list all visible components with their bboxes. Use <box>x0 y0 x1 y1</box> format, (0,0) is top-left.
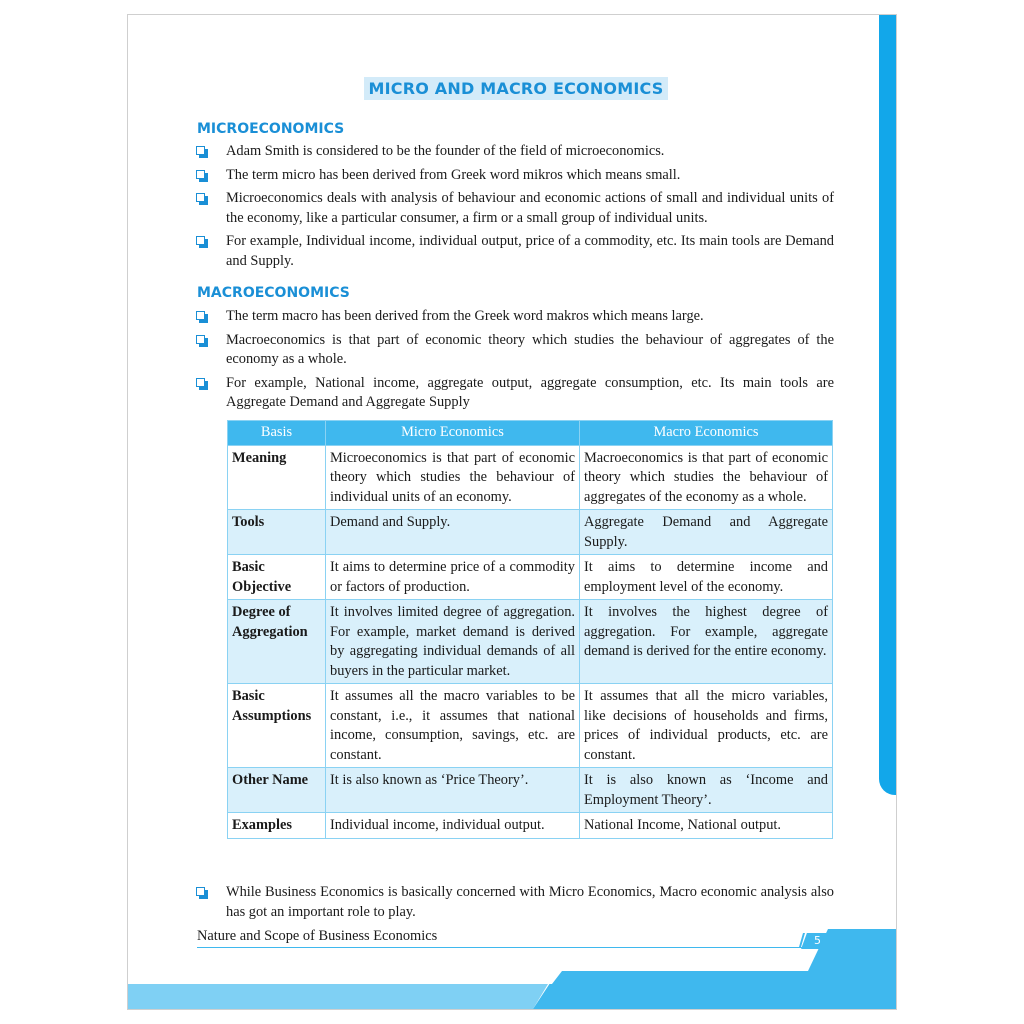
table-row <box>228 684 833 768</box>
table-cell-basis: Degree of Aggregation <box>228 600 326 684</box>
closing-bullet-list <box>194 883 834 926</box>
list-item: While Business Economics is basically concerned with Micro Economics, Macro economic analysis also has got an important role to play. <box>194 883 834 922</box>
list-item: Macroeconomics is that part of economic theory which studies the behaviour of aggregates of the economy as a whole. <box>194 331 834 370</box>
list-item: For example, Individual income, individual output, price of a commodity, etc. Its main tools are Demand and Supply. <box>194 232 834 271</box>
footer-chapter-title: Nature and Scope of Business Economics <box>197 928 438 944</box>
micro-heading: MICROECONOMICS <box>197 121 345 137</box>
table-cell-macro: It assumes that all the micro variables, like decisions of households and firms, prices of individual products, etc. are constant. <box>580 684 833 768</box>
macro-bullet-list <box>194 307 834 417</box>
column-header-basis: Basis <box>228 421 326 446</box>
table-row <box>228 555 833 600</box>
checkbox-bullet-icon <box>196 236 205 245</box>
table-header-row <box>228 421 833 446</box>
table-cell-macro: National Income, National output. <box>580 813 833 839</box>
list-item: The term macro has been derived from the Greek word makros which means large. <box>194 307 834 327</box>
page-number: 5 <box>813 934 821 947</box>
list-item: For example, National income, aggregate output, aggregate consumption, etc. Its main tools are Aggregate Demand and Aggregate Supply <box>194 374 834 413</box>
micro-bullet-list <box>194 142 834 275</box>
checkbox-bullet-icon <box>196 146 205 155</box>
list-item: The term micro has been derived from Greek word mikros which means small. <box>194 166 834 186</box>
list-item: Adam Smith is considered to be the founder of the field of microeconomics. <box>194 142 834 162</box>
table-cell-macro: Macroeconomics is that part of economic theory which studies the behaviour of aggregates of the economy as a whole. <box>580 445 833 510</box>
table-row <box>228 813 833 839</box>
table-row <box>228 768 833 813</box>
table-cell-micro: It is also known as ‘Price Theory’. <box>326 768 580 813</box>
list-item: Microeconomics deals with analysis of behaviour and economic actions of small and individual units of the economy, like a particular consumer, a firm or a small group of individual units. <box>194 189 834 228</box>
bottom-decoration <box>128 929 897 1009</box>
checkbox-bullet-icon <box>196 311 205 320</box>
column-header-micro: Micro Economics <box>326 421 580 446</box>
checkbox-bullet-icon <box>196 335 205 344</box>
side-tab-decoration <box>879 15 896 795</box>
table-cell-basis: Examples <box>228 813 326 839</box>
checkbox-bullet-icon <box>196 378 205 387</box>
table-cell-macro: Aggregate Demand and Aggregate Supply. <box>580 510 833 555</box>
table-cell-basis: Tools <box>228 510 326 555</box>
table-cell-macro: It is also known as ‘Income and Employment Theory’. <box>580 768 833 813</box>
column-header-macro: Macro Economics <box>580 421 833 446</box>
table-cell-micro: Demand and Supply. <box>326 510 580 555</box>
table-cell-basis: Basic Objective <box>228 555 326 600</box>
table-cell-micro: It assumes all the macro variables to be constant, i.e., it assumes that national income, consumption, savings, etc. are constant. <box>326 684 580 768</box>
table-cell-micro: It involves limited degree of aggregation. For example, market demand is derived by aggregating individual demands of all buyers in the particular market. <box>326 600 580 684</box>
table-cell-macro: It involves the highest degree of aggregation. For example, aggregate demand is derived for the entire economy. <box>580 600 833 684</box>
checkbox-bullet-icon <box>196 887 205 896</box>
table-cell-basis: Basic Assumptions <box>228 684 326 768</box>
macro-heading: MACROECONOMICS <box>197 285 350 301</box>
table-cell-macro: It aims to determine income and employment level of the economy. <box>580 555 833 600</box>
table-cell-basis: Other Name <box>228 768 326 813</box>
table-cell-micro: It aims to determine price of a commodity or factors of production. <box>326 555 580 600</box>
document-page <box>127 14 897 1010</box>
table-row <box>228 510 833 555</box>
checkbox-bullet-icon <box>196 193 205 202</box>
checkbox-bullet-icon <box>196 170 205 179</box>
page-title: MICRO AND MACRO ECONOMICS <box>364 77 669 100</box>
table-cell-micro: Individual income, individual output. <box>326 813 580 839</box>
comparison-table <box>227 420 833 839</box>
table-row <box>228 445 833 510</box>
table-cell-basis: Meaning <box>228 445 326 510</box>
table-cell-micro: Microeconomics is that part of economic theory which studies the behaviour of individual units of an economy. <box>326 445 580 510</box>
table-row <box>228 600 833 684</box>
